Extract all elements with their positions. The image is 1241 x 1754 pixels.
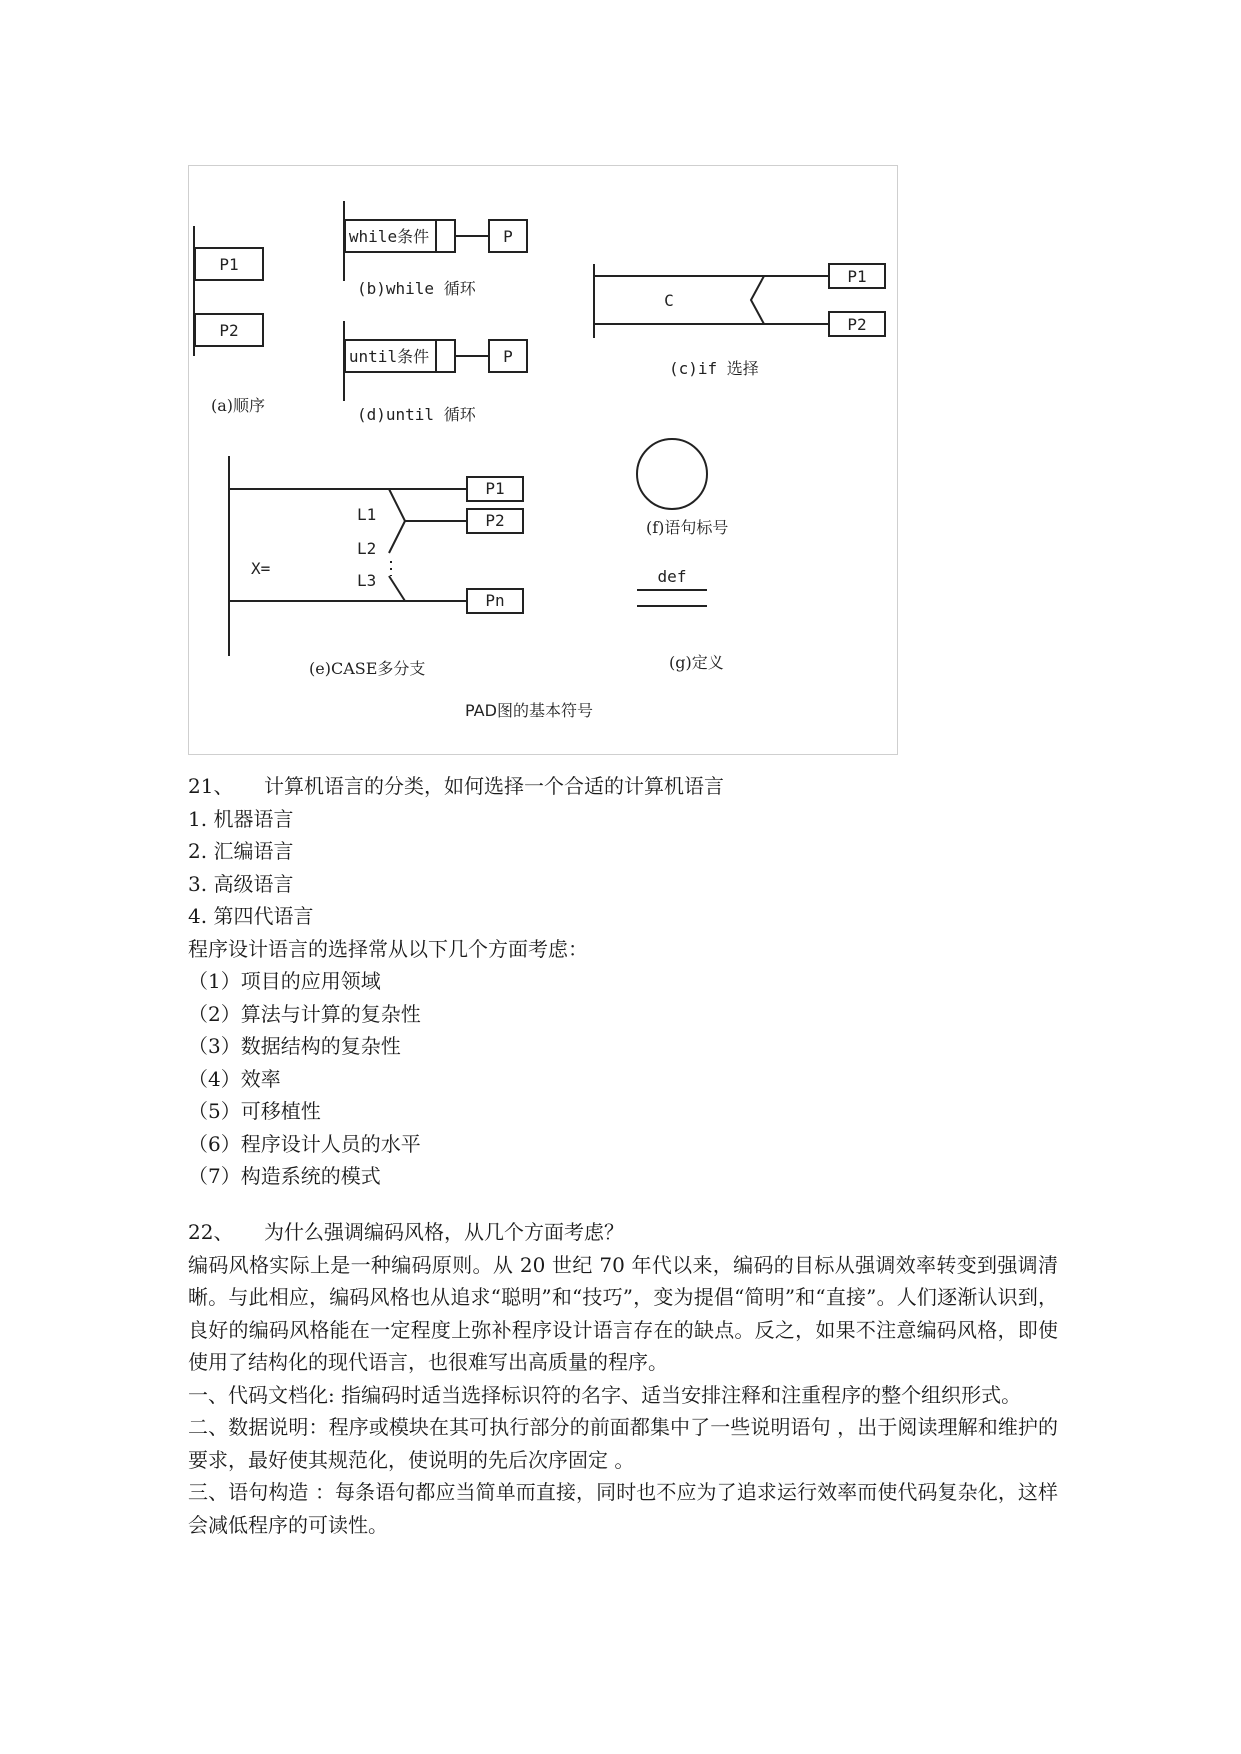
case-l2-label: L2 [357,539,377,558]
q21-consideration-3: （3）数据结构的复杂性 [188,1034,401,1058]
until-caption: (d)until 循环 [357,405,476,424]
pad-diagram [189,166,897,754]
q21-intro: 程序设计语言的选择常从以下几个方面考虑： [188,936,588,961]
question-21 [188,770,1058,1193]
case-l1-label: L1 [357,505,377,524]
q21-heading [188,770,1058,803]
def-caption: (g)定义 [669,653,724,672]
seq-caption: (a)顺序 [211,396,266,415]
case-l3-label: L3 [357,571,377,590]
definition-symbol [637,567,724,672]
figure-title: PAD图的基本符号 [465,701,593,720]
q21-consideration-4: （4）效率 [188,1066,281,1091]
question-22 [188,1216,1058,1541]
while-symbol [344,201,527,298]
q21-consideration-1: （1）项目的应用领域 [188,969,381,993]
label-caption: (f)语句标号 [646,518,729,537]
q22-paragraph-4: 三、语句构造 ：每条语句都应当简单而直接，同时也不应为了追求运行效率而使代码复杂化，这样会减低程序的可读性。 [188,1480,1058,1537]
q21-item-1: 1. 机器语言 [188,806,294,831]
while-p-label: P [503,227,513,246]
q21-consideration-7: （7）构造系统的模式 [188,1164,381,1188]
while-cond-label: while条件 [348,227,430,246]
case-var-label: X= [251,559,271,578]
if-p1-label: P1 [847,267,867,286]
until-p-label: P [503,347,513,366]
seq-p1-label: P1 [219,255,239,274]
if-p2-label: P2 [847,315,867,334]
q21-item-2: 2. 汇编语言 [188,839,294,863]
q22-paragraph-2: 一、代码文档化: 指编码时适当选择标识符的名字、适当安排注释和注重程序的整个组织形式。 [188,1382,1022,1407]
sequence-symbol [194,226,265,415]
case-symbol [229,456,523,678]
q22-paragraph-1: 编码风格实际上是一种编码原则。从 20 世纪 70 年代以来，编码的目标从强调效率转变到强调清晰。与此相应，编码风格也从追求“聪明”和“技巧”，变为提倡“简明”和“直接”。人们逐渐认识到，良好的编码风格能在一定程度上弥补程序设计语言存在的缺点。反之，如果不注意编码风格，即使使用了结构化的现代语言，也很难写出高质量的程序。 [188,1252,1058,1374]
if-cond-label: C [664,291,674,310]
q21-consideration-5: （5）可移植性 [188,1099,321,1123]
label-symbol [637,439,728,537]
q22-number: 22、 [188,1220,234,1244]
q22-title: 为什么强调编码风格，从几个方面考虑？ [264,1220,624,1244]
q21-consideration-6: （6）程序设计人员的水平 [188,1131,421,1156]
until-symbol [344,321,527,424]
q22-heading [188,1216,1058,1249]
case-p1-label: P1 [485,479,505,498]
while-caption: (b)while 循环 [357,279,476,298]
pad-symbols-figure [188,165,898,755]
case-p2-label: P2 [485,511,505,530]
q21-item-4: 4. 第四代语言 [188,904,314,928]
if-caption: (c)if 选择 [669,359,759,378]
q21-number: 21、 [188,774,234,798]
until-cond-label: until条件 [348,347,430,366]
if-symbol [594,264,885,378]
q21-consideration-2: （2）算法与计算的复杂性 [188,1001,421,1026]
case-caption: (e)CASE多分支 [309,659,426,678]
q22-paragraph-3: 二、数据说明：程序或模块在其可执行部分的前面都集中了一些说明语句 ，出于阅读理解和维护的要求，最好使其规范化，使说明的先后次序固定 。 [188,1415,1058,1472]
seq-p2-label: P2 [219,321,239,340]
case-pn-label: Pn [485,591,505,610]
q21-item-3: 3. 高级语言 [188,871,294,896]
q21-title: 计算机语言的分类，如何选择一个合适的计算机语言 [264,774,724,798]
def-label: def [657,567,687,586]
